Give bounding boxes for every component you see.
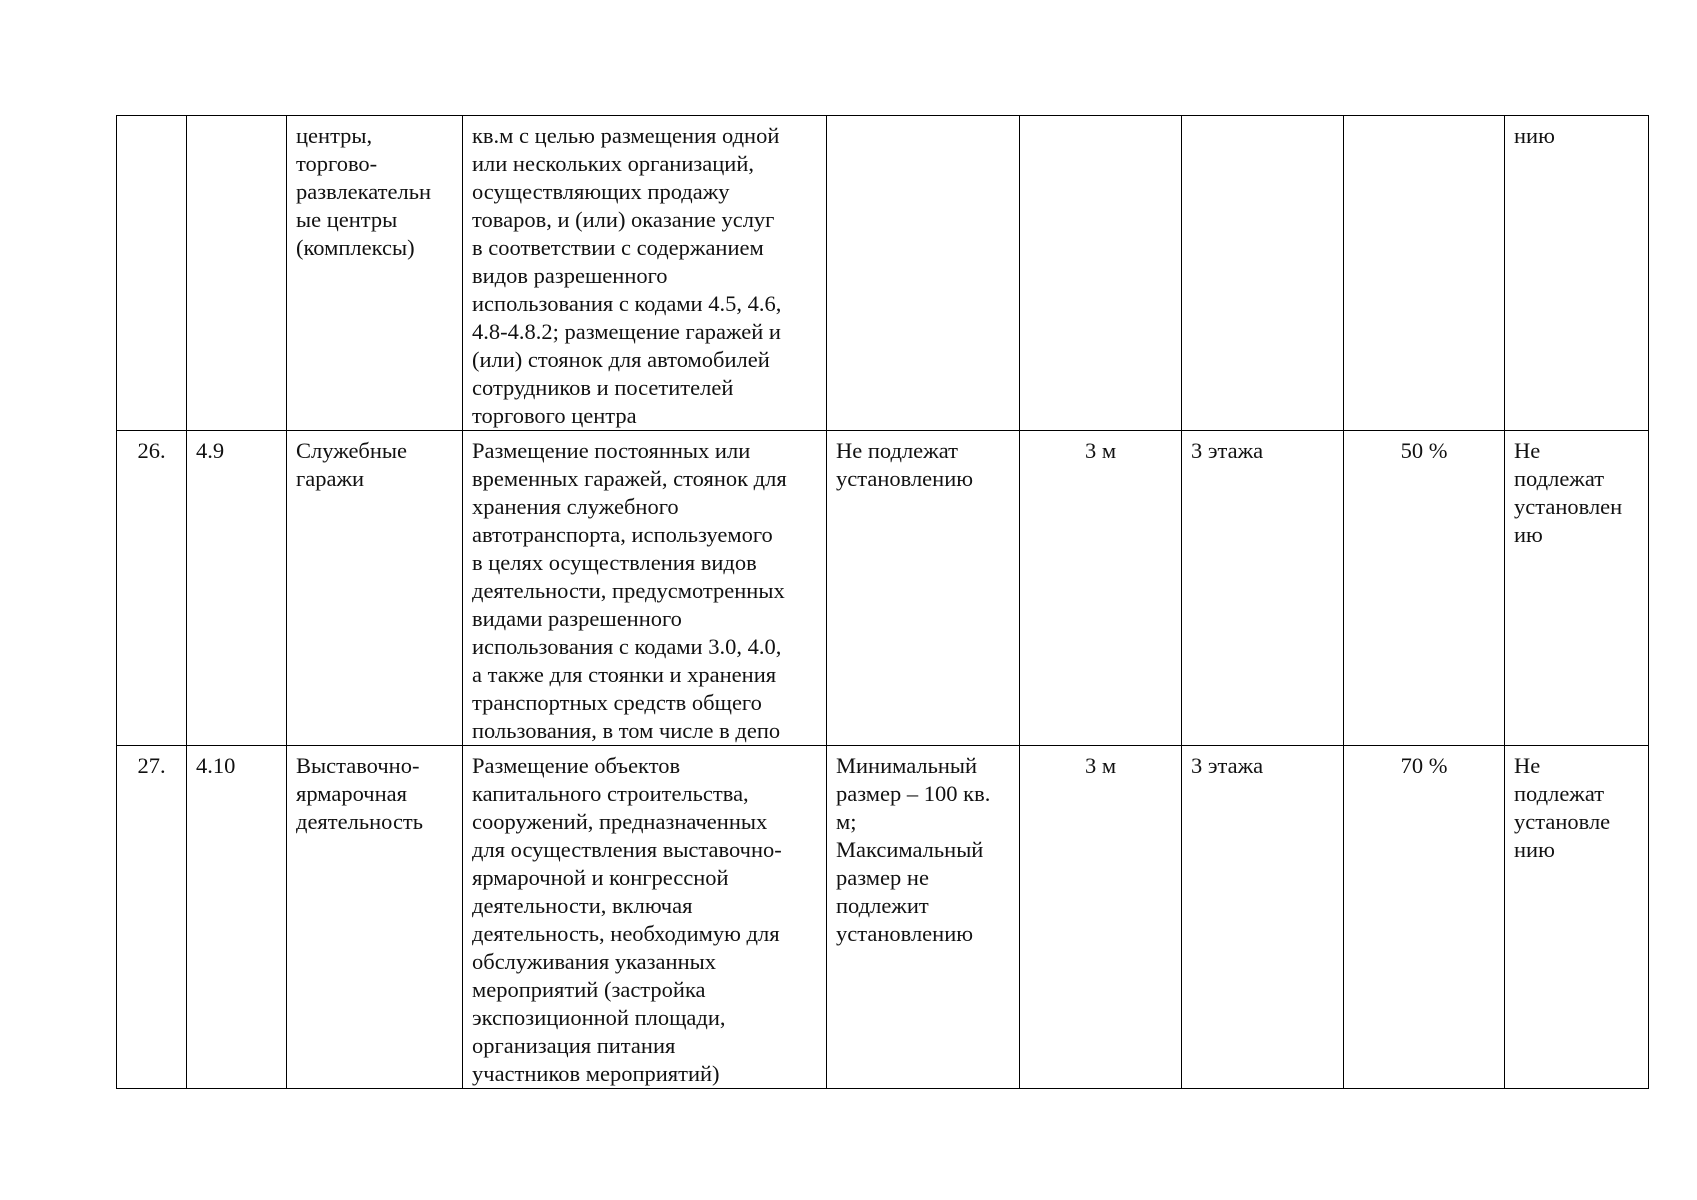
use-name-cell: Выставочно- ярмарочная деятельность xyxy=(287,746,463,1089)
row-number-cell xyxy=(117,116,187,431)
use-name-cell: центры, торгово- развлекательн ые центры (комплексы) xyxy=(287,116,463,431)
use-description-cell: Размещение постоянных или временных гаражей, стоянок для хранения служебного автотранспорта, используемого в целях осуществления видов деятельности, предусмотренных видами разрешенного использования с кодами 3.0, 4.0, а также для стоянки и хранения транспортных средств общего пользования, в том числе в депо xyxy=(463,431,827,746)
table-row xyxy=(117,746,1649,1089)
regulations-table xyxy=(116,115,1649,1089)
coverage-cell: 50 % xyxy=(1344,431,1505,746)
floors-cell: 3 этажа xyxy=(1182,746,1344,1089)
use-code-cell: 4.9 xyxy=(187,431,287,746)
coverage-cell xyxy=(1344,116,1505,431)
setback-cell: 3 м xyxy=(1020,746,1182,1089)
coverage-cell: 70 % xyxy=(1344,746,1505,1089)
plot-size-cell xyxy=(827,116,1020,431)
row-number-cell: 27. xyxy=(117,746,187,1089)
use-code-cell xyxy=(187,116,287,431)
plot-size-cell: Не подлежат установлению xyxy=(827,431,1020,746)
other-parameters-cell: Не подлежат установлен ию xyxy=(1505,431,1649,746)
floors-cell xyxy=(1182,116,1344,431)
setback-cell xyxy=(1020,116,1182,431)
setback-cell: 3 м xyxy=(1020,431,1182,746)
use-code-cell: 4.10 xyxy=(187,746,287,1089)
other-parameters-cell: Не подлежат установле нию xyxy=(1505,746,1649,1089)
floors-cell: 3 этажа xyxy=(1182,431,1344,746)
use-description-cell: кв.м с целью размещения одной или нескольких организаций, осуществляющих продажу товаров, и (или) оказание услуг в соответствии с содержанием видов разрешенного использования с кодами 4.5, 4.6, 4.8-4.8.2; размещение гаражей и (или) стоянок для автомобилей сотрудников и посетителей торгового центра xyxy=(463,116,827,431)
row-number-cell: 26. xyxy=(117,431,187,746)
table-row xyxy=(117,116,1649,431)
use-description-cell: Размещение объектов капитального строительства, сооружений, предназначенных для осуществления выставочно- ярмарочной и конгрессной деятельности, включая деятельность, необходимую для обслуживания указанных мероприятий (застройка экспозиционной площади, организация питания участников мероприятий) xyxy=(463,746,827,1089)
table-row xyxy=(117,431,1649,746)
other-parameters-cell: нию xyxy=(1505,116,1649,431)
plot-size-cell: Минимальный размер – 100 кв. м; Максимальный размер не подлежит установлению xyxy=(827,746,1020,1089)
use-name-cell: Служебные гаражи xyxy=(287,431,463,746)
